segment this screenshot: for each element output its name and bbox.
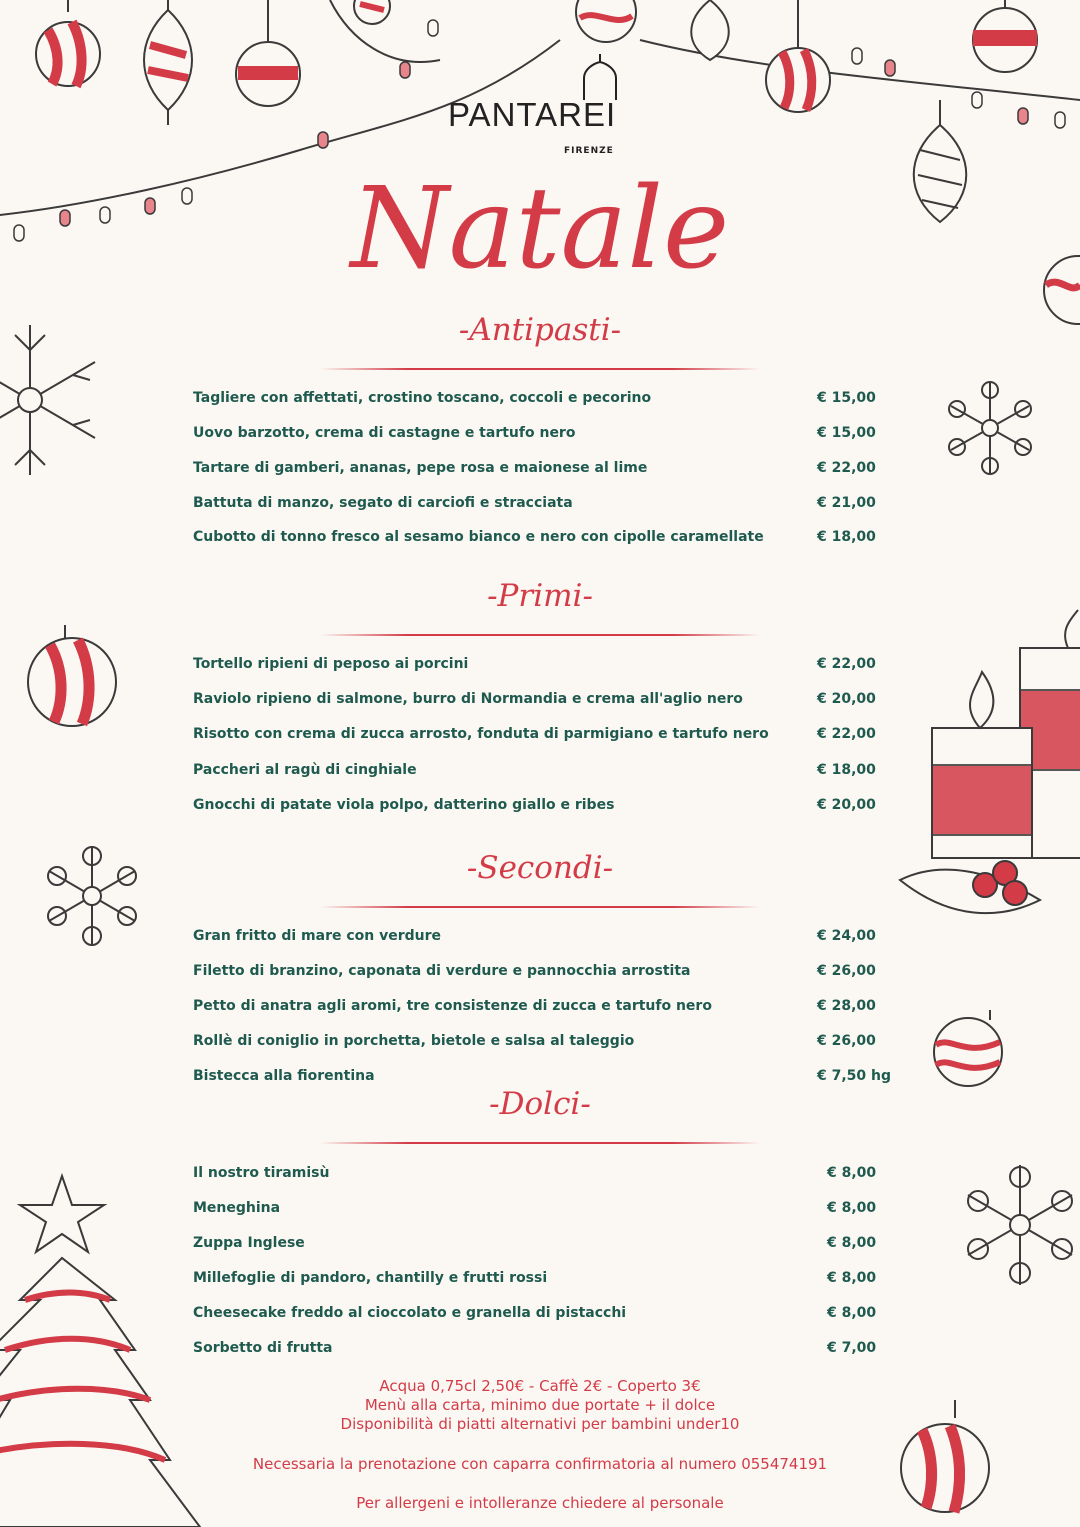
menu-item <box>193 762 893 784</box>
ornament-icon <box>144 0 192 125</box>
item-price: € 15,00 <box>817 390 876 406</box>
menu-item <box>193 1340 893 1362</box>
footer-allergens: Per allergeni e intolleranze chiedere al personale <box>356 1494 724 1512</box>
light-bulb-icon <box>972 92 982 108</box>
item-price: € 18,00 <box>817 762 876 778</box>
light-bulb-icon <box>428 20 438 36</box>
menu-item <box>193 1165 893 1187</box>
item-name: Il nostro tiramisù <box>193 1165 330 1181</box>
light-bulb-icon <box>1055 112 1065 128</box>
item-name: Risotto con crema di zucca arrosto, fonduta di parmigiano e tartufo nero <box>193 726 769 742</box>
item-name: Meneghina <box>193 1200 281 1216</box>
item-name: Millefoglie di pandoro, chantilly e frutti rossi <box>193 1270 548 1286</box>
menu-item <box>193 928 893 950</box>
item-price: € 24,00 <box>817 928 876 944</box>
ornament-icon <box>766 0 830 112</box>
item-price: € 8,00 <box>827 1235 877 1251</box>
item-name: Petto di anatra agli aromi, tre consistenze di zucca e tartufo nero <box>193 998 712 1014</box>
section-title-antipasti: -Antipasti- <box>458 312 622 348</box>
menu-item <box>193 1200 893 1222</box>
ornament-icon <box>691 0 729 60</box>
item-price: € 7,00 <box>827 1340 877 1356</box>
ornament-icon <box>28 625 116 726</box>
menu-item <box>193 797 893 819</box>
item-price: € 26,00 <box>817 1033 876 1049</box>
ornament-icon <box>576 0 636 42</box>
item-price: € 8,00 <box>827 1270 877 1286</box>
item-price: € 15,00 <box>817 425 876 441</box>
item-name: Sorbetto di frutta <box>193 1340 333 1356</box>
item-price: € 22,00 <box>817 460 876 476</box>
menu-item <box>193 390 893 412</box>
menu-item <box>193 495 893 517</box>
item-name: Zuppa Inglese <box>193 1235 305 1251</box>
ornament-icon <box>36 0 100 86</box>
menu-item <box>193 425 893 447</box>
light-bulb-icon <box>400 62 410 78</box>
item-name: Paccheri al ragù di cinghiale <box>193 762 417 778</box>
item-price: € 8,00 <box>827 1200 877 1216</box>
menu-item <box>193 1305 893 1327</box>
ornament-icon <box>934 1010 1002 1086</box>
item-price: € 22,00 <box>817 656 876 672</box>
ornament-icon <box>973 0 1037 72</box>
item-name: Gnocchi di patate viola polpo, datterino giallo e ribes <box>193 797 615 813</box>
item-price: € 26,00 <box>817 963 876 979</box>
menu-item <box>193 529 893 551</box>
footer-rules: Menù alla carta, minimo due portate + il dolce <box>364 1396 716 1414</box>
section-divider <box>320 634 760 636</box>
light-bulb-icon <box>1018 108 1028 124</box>
footer-kids-note: Disponibilità di piatti alternativi per bambini under10 <box>340 1415 740 1433</box>
footer-extras: Acqua 0,75cl 2,50€ - Caffè 2€ - Coperto 3€ <box>379 1377 701 1395</box>
item-name: Raviolo ripieno di salmone, burro di Normandia e crema all'aglio nero <box>193 691 743 707</box>
item-name: Tartare di gamberi, ananas, pepe rosa e maionese al lime <box>193 460 648 476</box>
ornament-icon <box>354 0 390 24</box>
menu-item <box>193 1270 893 1292</box>
item-price: € 20,00 <box>817 797 876 813</box>
menu-item <box>193 656 893 678</box>
section-divider <box>320 1142 760 1144</box>
brand-logo <box>440 58 640 158</box>
item-name: Tortello ripieni di peposo ai porcini <box>193 656 469 672</box>
section-title-primi: -Primi- <box>487 578 593 614</box>
menu-item <box>193 963 893 985</box>
christmas-tree-icon <box>0 1176 200 1527</box>
section-divider <box>320 906 760 908</box>
item-name: Rollè di coniglio in porchetta, bietole e salsa al taleggio <box>193 1033 635 1049</box>
menu-item <box>193 1235 893 1257</box>
item-price: € 7,50 hg <box>817 1068 892 1084</box>
section-title-dolci: -Dolci- <box>489 1086 591 1122</box>
light-bulb-icon <box>885 60 895 76</box>
item-name: Uovo barzotto, crema di castagne e tartufo nero <box>193 425 576 441</box>
menu-item <box>193 998 893 1020</box>
item-name: Cheesecake freddo al cioccolato e granella di pistacchi <box>193 1305 627 1321</box>
ornament-icon <box>236 0 300 106</box>
brand-city: FIRENZE <box>564 146 614 156</box>
snowflake-icon <box>968 1165 1072 1285</box>
snowflake-icon <box>949 382 1031 474</box>
item-price: € 20,00 <box>817 691 876 707</box>
item-price: € 18,00 <box>817 529 876 545</box>
item-name: Gran fritto di mare con verdure <box>193 928 442 944</box>
item-price: € 21,00 <box>817 495 876 511</box>
menu-item <box>193 460 893 482</box>
brand-name: PANTAREI <box>448 96 617 133</box>
section-divider <box>320 368 760 370</box>
item-price: € 8,00 <box>827 1165 877 1181</box>
menu-item <box>193 691 893 713</box>
menu-title: Natale <box>350 164 730 294</box>
item-name: Cubotto di tonno fresco al sesamo bianco e nero con cipolle caramellate <box>193 529 764 545</box>
item-name: Filetto di branzino, caponata di verdure e pannocchia arrostita <box>193 963 691 979</box>
item-name: Battuta di manzo, segato di carciofi e stracciata <box>193 495 573 511</box>
item-price: € 22,00 <box>817 726 876 742</box>
light-bulb-icon <box>852 48 862 64</box>
section-title-secondi: -Secondi- <box>466 850 614 886</box>
light-bulb-icon <box>318 132 328 148</box>
menu-item <box>193 1033 893 1055</box>
footer-reservation: Necessaria la prenotazione con caparra confirmatoria al numero 055474191 <box>252 1455 828 1473</box>
item-name: Tagliere con affettati, crostino toscano, coccoli e pecorino <box>193 390 652 406</box>
item-name: Bistecca alla fiorentina <box>193 1068 375 1084</box>
menu-item <box>193 726 893 748</box>
item-price: € 8,00 <box>827 1305 877 1321</box>
item-price: € 28,00 <box>817 998 876 1014</box>
